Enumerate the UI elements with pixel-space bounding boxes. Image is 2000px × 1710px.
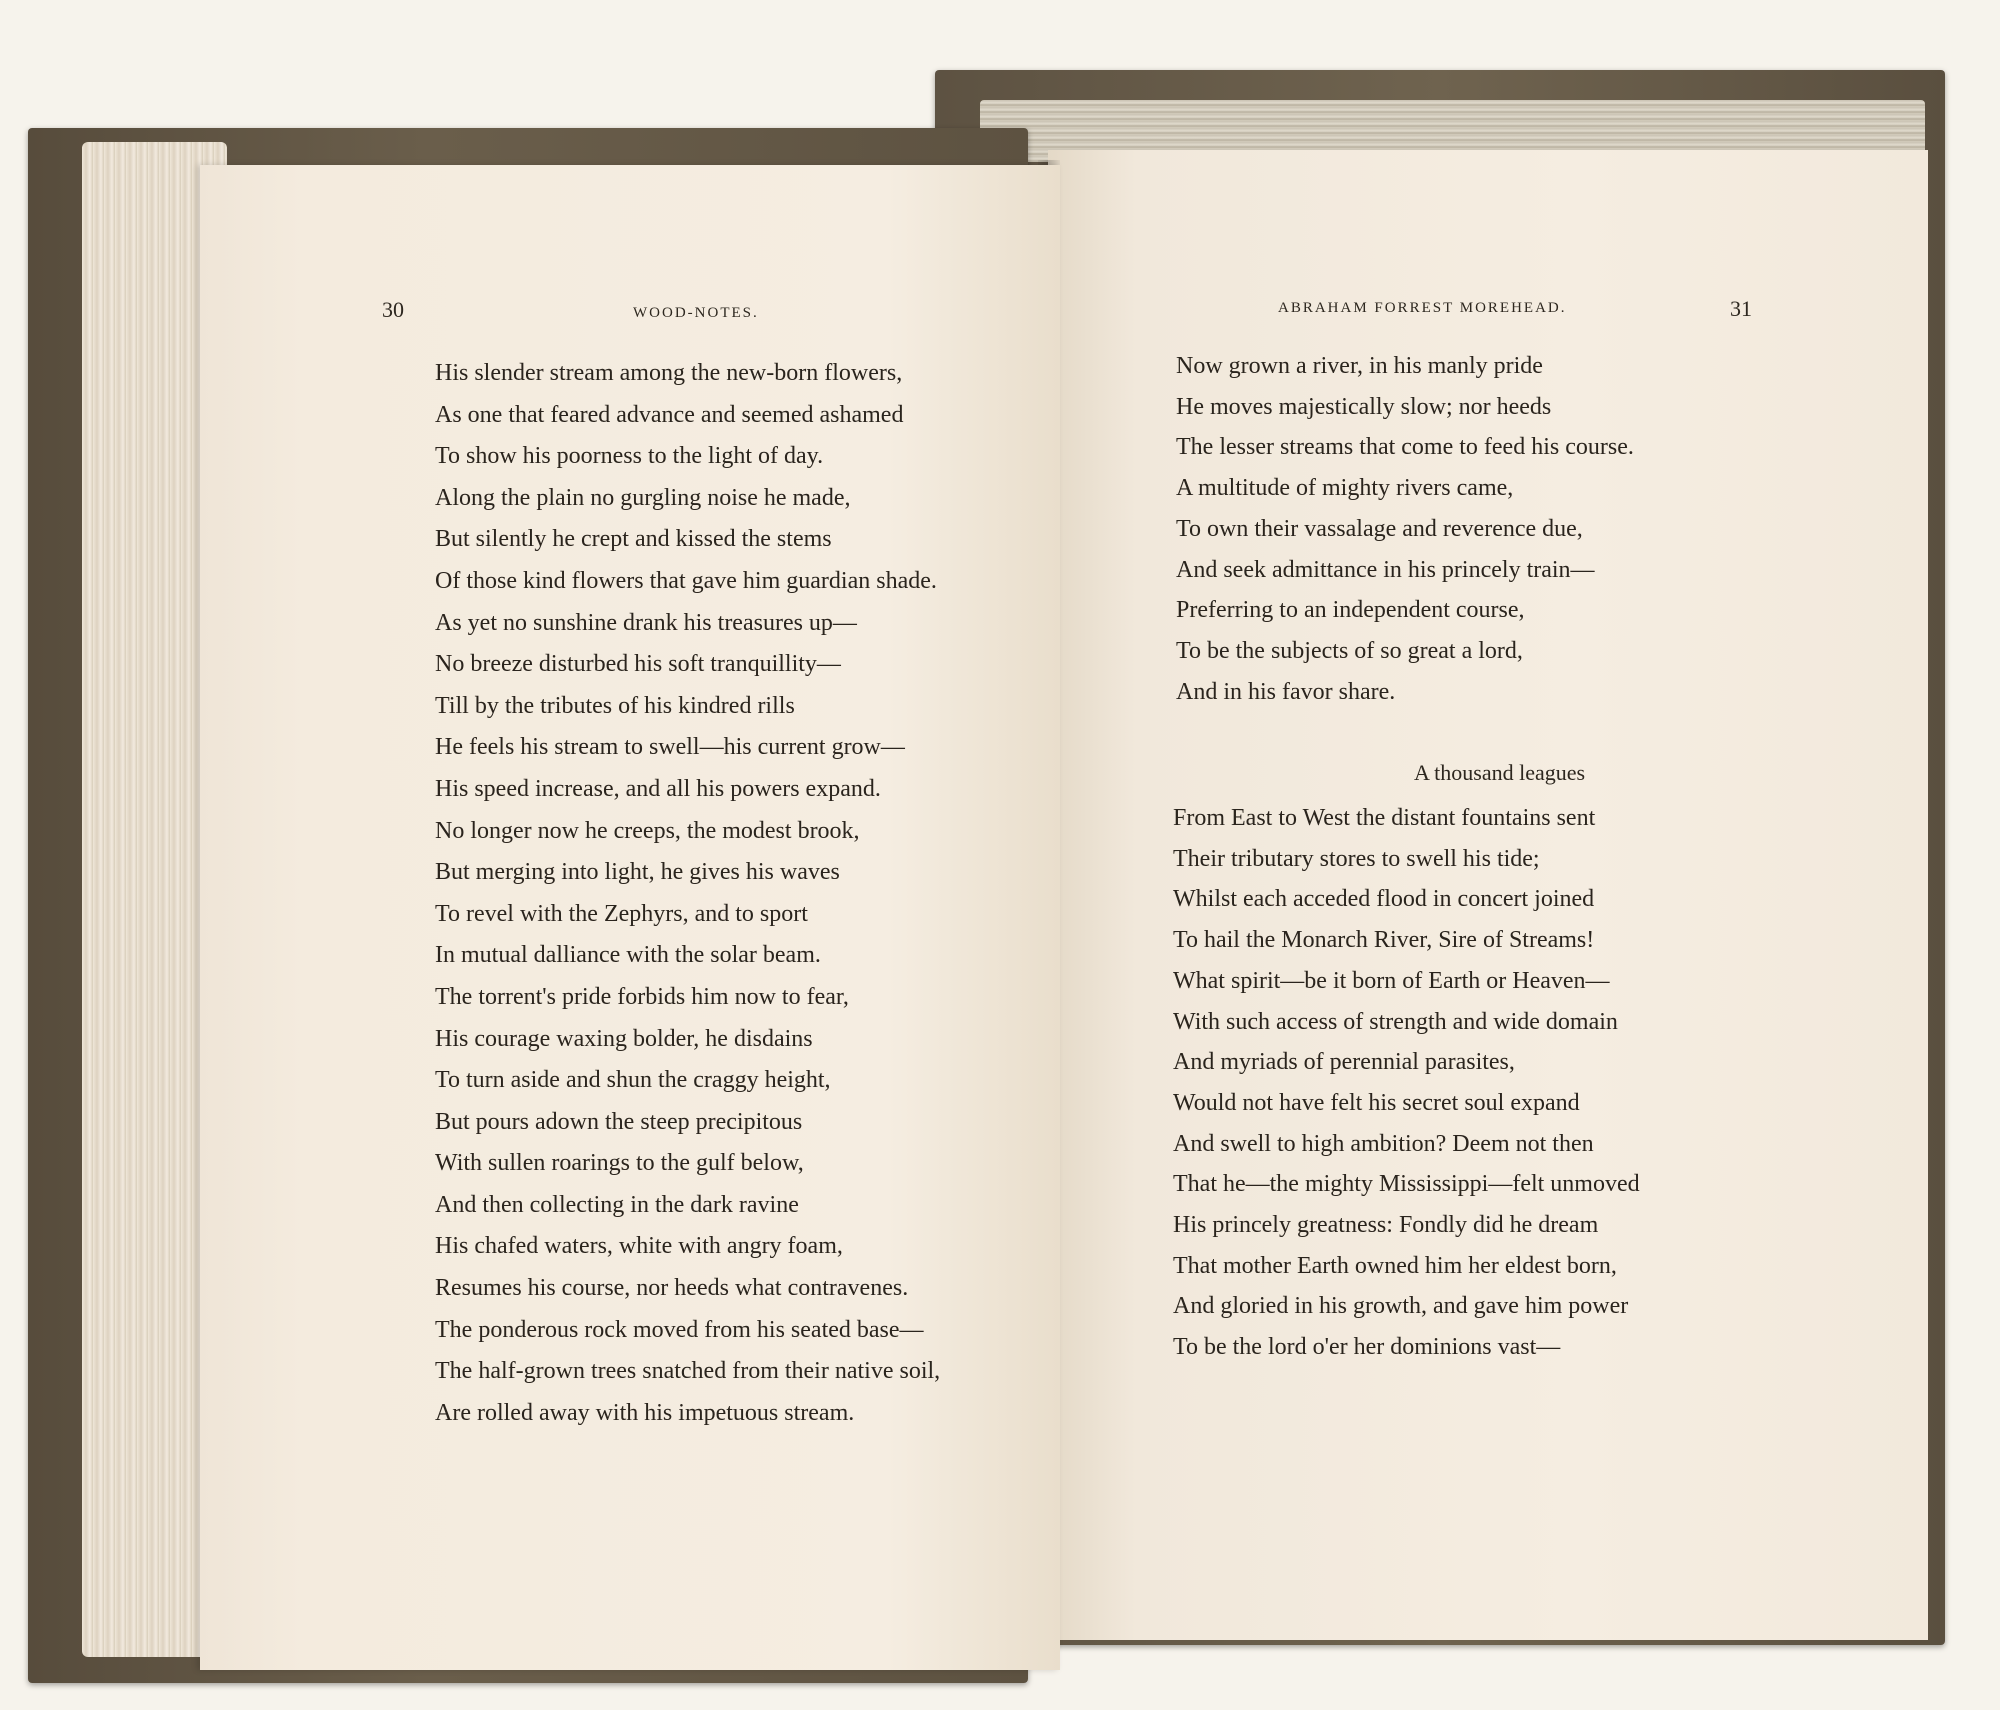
right-verse-line: Whilst each acceded flood in concert joined	[1173, 886, 1595, 913]
right-verse-line: And seek admittance in his princely train—	[1176, 556, 1595, 583]
right-verse-line: The lesser streams that come to feed his course.	[1176, 434, 1634, 461]
left-verse-line: In mutual dalliance with the solar beam.	[435, 942, 821, 969]
left-verse-line: No longer now he creeps, the modest brook,	[435, 817, 860, 844]
left-verse-line: No breeze disturbed his soft tranquillity—	[435, 651, 841, 678]
left-verse-line: His slender stream among the new-born flowers,	[435, 360, 903, 386]
right-verse-line: That he—the mighty Mississippi—felt unmoved	[1173, 1171, 1640, 1198]
right-verse-line: Would not have felt his secret soul expand	[1173, 1089, 1580, 1116]
left-verse-line: But silently he crept and kissed the stems	[435, 526, 832, 553]
left-verse-line: His chafed waters, white with angry foam,	[435, 1233, 843, 1260]
left-verse-line: But merging into light, he gives his waves	[435, 859, 840, 886]
right-verse-line: With such access of strength and wide domain	[1173, 1008, 1618, 1035]
right-verse-line: To be the subjects of so great a lord,	[1176, 637, 1523, 664]
left-verse-line: Till by the tributes of his kindred rills	[435, 692, 795, 719]
left-verse-line: As one that feared advance and seemed ashamed	[435, 401, 904, 428]
left-verse-line: Of those kind flowers that gave him guardian shade.	[435, 567, 937, 594]
right-verse-line: And in his favor share.	[1176, 678, 1396, 705]
left-page	[200, 165, 1060, 1670]
left-verse-line: His courage waxing bolder, he disdains	[435, 1025, 813, 1052]
left-verse-line: The torrent's pride forbids him now to fear,	[435, 983, 849, 1010]
left-verse-line: To turn aside and shun the craggy height,	[435, 1067, 831, 1094]
right-page	[1048, 150, 1928, 1640]
verse-indented-line: A thousand leagues	[1414, 760, 1586, 785]
left-verse-line: And then collecting in the dark ravine	[435, 1191, 799, 1218]
right-verse-line: A multitude of mighty rivers came,	[1176, 475, 1514, 502]
left-verse-line: As yet no sunshine drank his treasures up—	[435, 609, 857, 636]
right-verse-line: His princely greatness: Fondly did he dream	[1173, 1212, 1599, 1239]
running-head-right: ABRAHAM FORREST MOREHEAD.	[1278, 300, 1567, 316]
right-verse-line: And gloried in his growth, and gave him power	[1173, 1293, 1629, 1320]
right-verse-line: Now grown a river, in his manly pride	[1176, 353, 1543, 379]
right-verse-line: And swell to high ambition? Deem not then	[1173, 1130, 1594, 1157]
left-verse-line: To revel with the Zephyrs, and to sport	[435, 900, 808, 927]
left-verse-line: The ponderous rock moved from his seated base—	[435, 1316, 924, 1343]
running-head-left: WOOD-NOTES.	[633, 305, 759, 321]
page-number-right: 31	[1730, 296, 1752, 321]
right-verse-line: From East to West the distant fountains sent	[1173, 805, 1596, 831]
verse-block-bottom	[1173, 798, 1640, 1368]
right-verse-line: Their tributary stores to swell his tide;	[1173, 845, 1540, 872]
page-number-left: 30	[382, 297, 404, 322]
left-verse-line: Are rolled away with his impetuous stream.	[435, 1399, 855, 1426]
left-verse-line: He feels his stream to swell—his current grow—	[435, 734, 905, 761]
left-verse-line: The half-grown trees snatched from their native soil,	[435, 1358, 941, 1385]
right-verse-line: To hail the Monarch River, Sire of Streams!	[1173, 927, 1595, 954]
right-verse-line: To own their vassalage and reverence due,	[1176, 515, 1583, 542]
right-verse-line: And myriads of perennial parasites,	[1173, 1049, 1515, 1076]
right-verse-line: Preferring to an independent course,	[1176, 597, 1525, 624]
left-verse-line: His speed increase, and all his powers expand.	[435, 775, 881, 802]
left-verse-line: But pours adown the steep precipitous	[435, 1108, 803, 1135]
right-verse-line: To be the lord o'er her dominions vast—	[1173, 1334, 1561, 1361]
left-verse-line: Along the plain no gurgling noise he made,	[435, 484, 851, 511]
verse-block-left	[435, 353, 940, 1434]
verse-block-top	[1176, 346, 1634, 712]
left-verse-line: Resumes his course, nor heeds what contravenes.	[435, 1275, 909, 1302]
left-verse-line: With sullen roarings to the gulf below,	[435, 1150, 804, 1177]
right-verse-line: What spirit—be it born of Earth or Heaven—	[1173, 967, 1610, 994]
left-verse-line: To show his poorness to the light of day.	[435, 443, 824, 470]
right-verse-line: That mother Earth owned him her eldest born,	[1173, 1252, 1617, 1279]
right-verse-line: He moves majestically slow; nor heeds	[1176, 393, 1552, 420]
